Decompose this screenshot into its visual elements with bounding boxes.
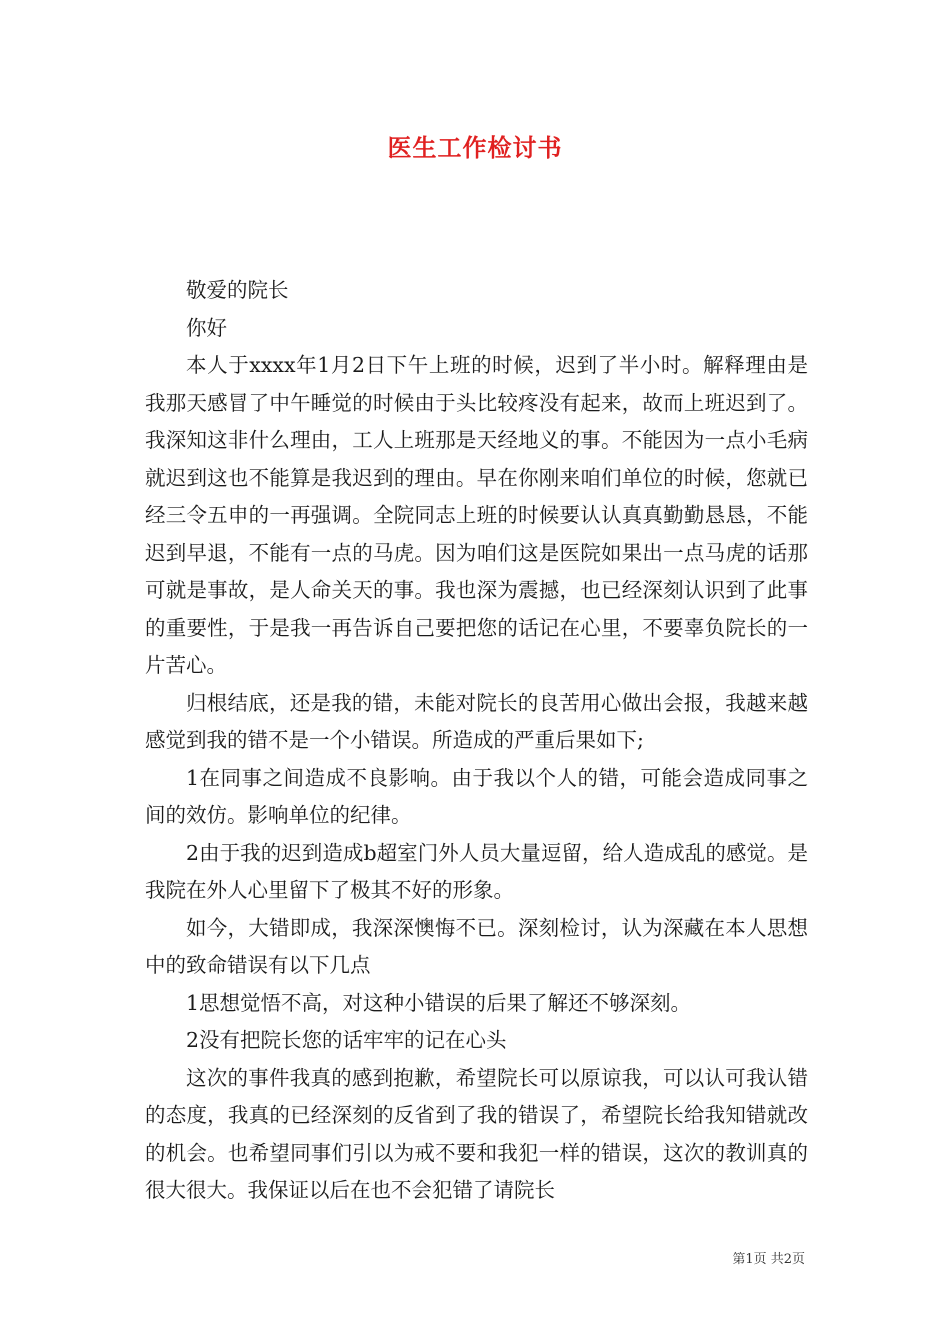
consequence-item: 2由于我的迟到造成b超室门外人员大量逗留，给人造成乱的感觉。是我院在外人心里留下了极其不好的形象。 (145, 840, 808, 902)
body-paragraph: 如今，大错即成，我深深懊悔不已。深刻检讨，认为深藏在本人思想中的致命错误有以下几点 (145, 915, 808, 977)
consequence-item: 1在同事之间造成不良影响。由于我以个人的错，可能会造成同事之间的效仿。影响单位的纪律。 (145, 765, 808, 827)
salutation: 敬爱的院长 (186, 278, 289, 302)
document-body (145, 272, 808, 1210)
body-paragraph: 这次的事件我真的感到抱歉，希望院长可以原谅我，可以认可我认错的态度，我真的已经深刻的反省到了我的错误了，希望院长给我知错就改的机会。也希望同事们引以为戒不要和我犯一样的错误，这次的教训真的很大很大。我保证以后在也不会犯错了请院长 (145, 1065, 808, 1202)
page-number: 第1页 共2页 (732, 1252, 805, 1267)
mistake-item: 2没有把院长您的话牢牢的记在心头 (186, 1028, 507, 1052)
body-paragraph: 本人于xxxx年1月2日下午上班的时候，迟到了半小时。解释理由是我那天感冒了中午睡觉的时候由于头比较疼没有起来，故而上班迟到了。我深知这非什么理由，工人上班那是天经地义的事。不能因为一点小毛病就迟到这也不能算是我迟到的理由。早在你刚来咱们单位的时候，您就已经三令五申的一再强调。全院同志上班的时候要认认真真勤勤恳恳，不能迟到早退，不能有一点的马虎。因为咱们这是医院如果出一点马虎的话那可就是事故，是人命关天的事。我也深为震撼，也已经深刻认识到了此事的重要性，于是我一再告诉自己要把您的话记在心里，不要辜负院长的一片苦心。 (145, 353, 808, 677)
greeting: 你好 (186, 315, 227, 340)
document-title: 医生工作检讨书 (387, 133, 563, 162)
mistake-item: 1思想觉悟不高，对这种小错误的后果了解还不够深刻。 (186, 990, 692, 1015)
body-paragraph: 归根结底，还是我的错，未能对院长的良苦用心做出会报，我越来越感觉到我的错不是一个小错误。所造成的严重后果如下; (145, 690, 808, 752)
